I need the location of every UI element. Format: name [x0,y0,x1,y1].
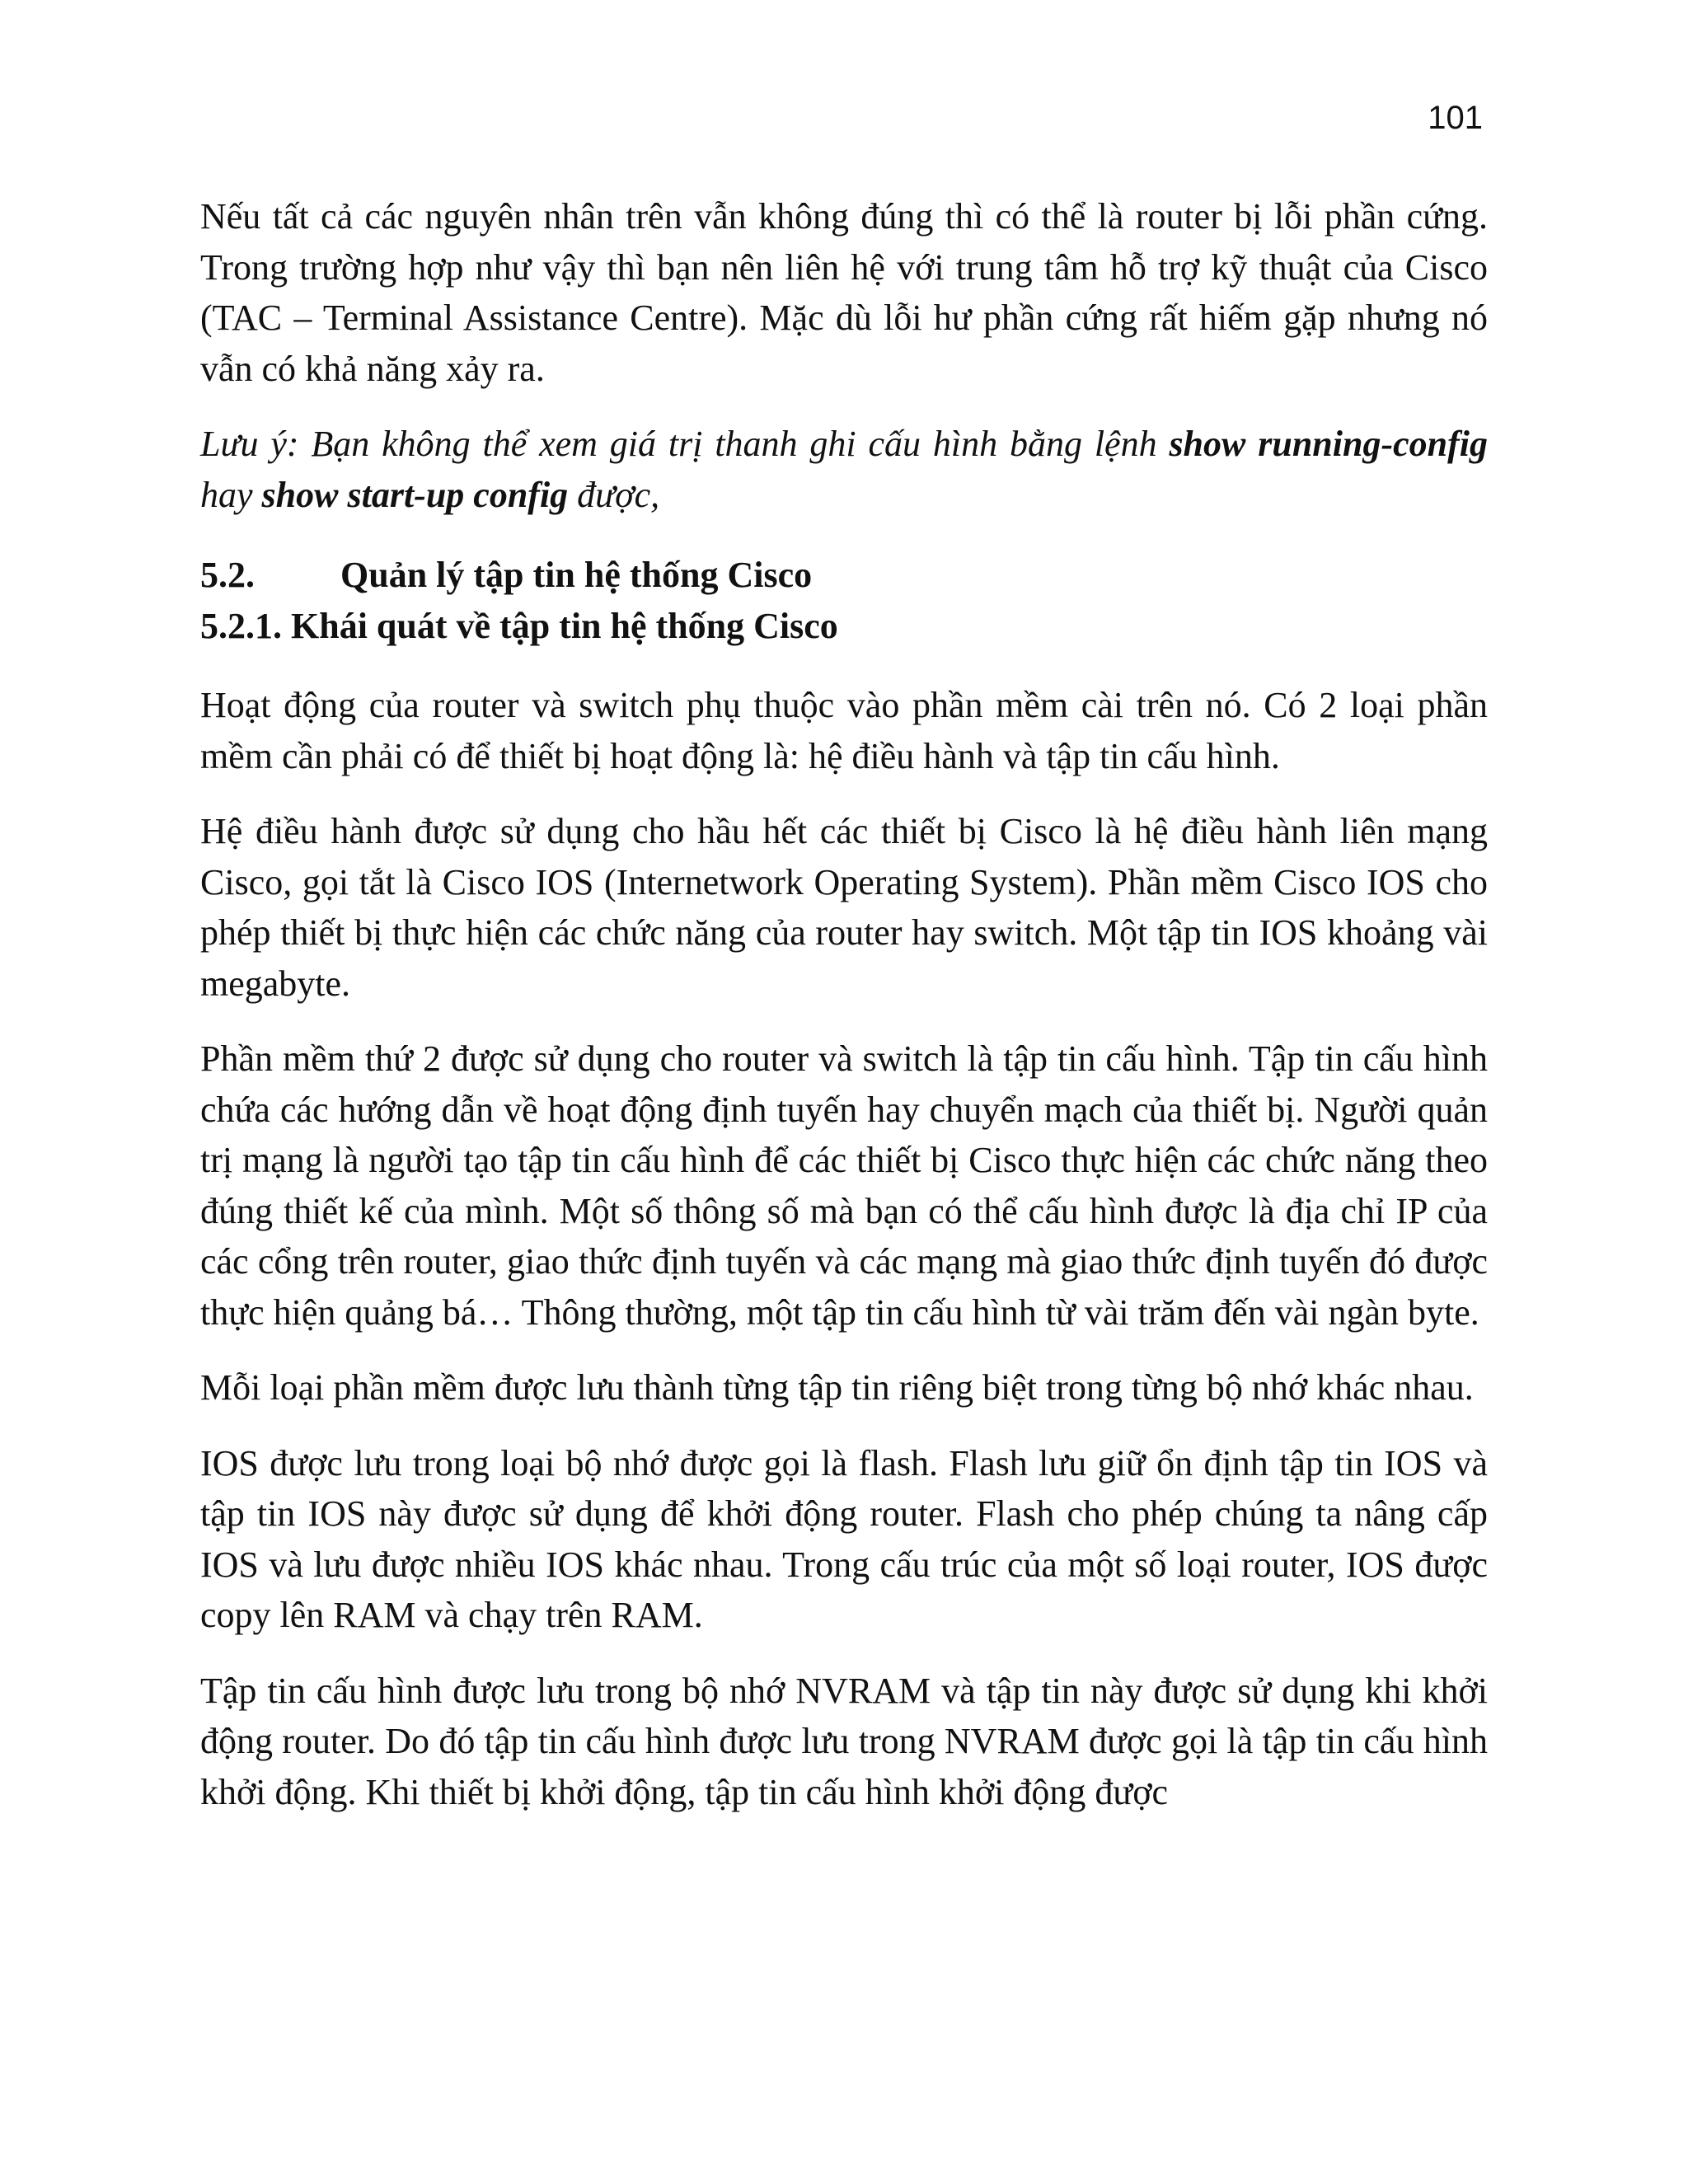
subsection-title: Khái quát về tập tin hệ thống Cisco [291,606,838,646]
section-number: 5.2. [200,555,255,595]
note-suffix: được, [568,474,660,515]
paragraph-separate-storage: Mỗi loại phần mềm được lưu thành từng tập tin riêng biệt trong từng bộ nhớ khác nhau. [200,1367,1474,1408]
page-content [200,191,1488,1842]
note-prefix: Lưu ý: Bạn không thể xem giá trị thanh ghi cấu hình bằng lệnh [200,424,1170,464]
page-number: 101 [1428,100,1483,136]
paragraph-flash: IOS được lưu trong loại bộ nhớ được gọi là flash. Flash lưu giữ ổn định tập tin IOS và tập tin IOS này được sử dụng để khởi động router. Flash cho phép chúng ta nâng cấp IOS và lưu được nhiều IOS khác nhau. Trong cấu trúc của một số loại router, IOS được copy lên RAM và chạy trên RAM. [200,1442,1488,1635]
note-paragraph [200,419,1488,520]
paragraph-hardware-fault: Nếu tất cả các nguyên nhân trên vẫn không đúng thì có thể là router bị lỗi phần cứng. Trong trường hợp như vậy thì bạn nên liên hệ với trung tâm hỗ trợ kỹ thuật của Cisco (TAC – Terminal Assistance Centre). Mặc dù lỗi hư phần cứng rất hiếm gặp nhưng nó vẫn có khả năng xảy ra. [200,196,1488,389]
section-heading-5-2-1 [200,601,1488,652]
note-command-startup-config: show start-up config [261,474,569,515]
section-title: Quản lý tập tin hệ thống Cisco [340,555,813,595]
note-command-running-config: show running-config [1169,424,1488,464]
paragraph-config-file: Phần mềm thứ 2 được sử dụng cho router và switch là tập tin cấu hình. Tập tin cấu hình chứa các hướng dẫn về hoạt động định tuyến hay chuyển mạch của thiết bị. Người quản trị mạng là người tạo tập tin cấu hình để các thiết bị Cisco thực hiện các chức năng theo đúng thiết kế của mình. Một số thông số mà bạn có thể cấu hình được là địa chỉ IP của các cổng trên router, giao thức định tuyến và các mạng mà giao thức định tuyến đó được thực hiện quảng bá… Thông thường, một tập tin cấu hình từ vài trăm đến vài ngàn byte. [200,1038,1488,1333]
paragraph-cisco-ios: Hệ điều hành được sử dụng cho hầu hết các thiết bị Cisco là hệ điều hành liên mạng Cisco, gọi tắt là Cisco IOS (Internetwork Operating System). Phần mềm Cisco IOS cho phép thiết bị thực hiện các chức năng của router hay switch. Một tập tin IOS khoảng vài megabyte. [200,811,1488,1004]
note-mid: hay [200,474,262,515]
paragraph-nvram: Tập tin cấu hình được lưu trong bộ nhớ NVRAM và tập tin này được sử dụng khi khởi động router. Do đó tập tin cấu hình được lưu trong NVRAM được gọi là tập tin cấu hình khởi động. Khi thiết bị khởi động, tập tin cấu hình khởi động được [200,1670,1488,1812]
subsection-number: 5.2.1. [200,606,282,646]
section-heading-5-2 [200,550,1488,601]
paragraph-software-types: Hoạt động của router và switch phụ thuộc vào phần mềm cài trên nó. Có 2 loại phần mềm cần phải có để thiết bị hoạt động là: hệ điều hành và tập tin cấu hình. [200,685,1488,776]
